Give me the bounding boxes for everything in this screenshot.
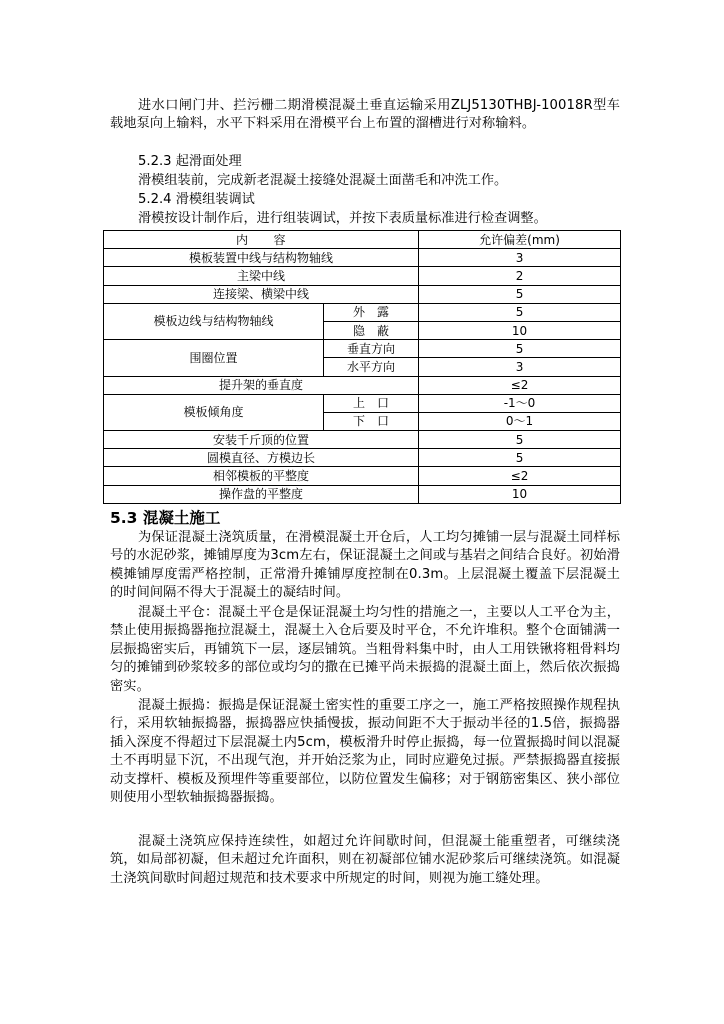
row-value: 10 [419,485,621,503]
row-sublabel: 水平方向 [324,358,419,376]
row-value: 5 [419,431,621,449]
paragraph-5-2-3: 滑模组装前，完成新老混凝土接缝处混凝土面凿毛和冲洗工作。 [138,173,508,188]
table-row [104,267,621,285]
row-value: 5 [419,340,621,358]
header-content: 内 容 [104,231,419,249]
row-label: 模板边线与结构物轴线 [104,303,324,339]
row-sublabel: 下 口 [324,412,419,430]
table-row [104,303,621,321]
row-label: 提升架的垂直度 [104,376,419,394]
row-value: 5 [419,449,621,467]
row-value: -1～0 [419,394,621,412]
paragraph-5-2-4: 滑模按设计制作后，进行组装调试，并按下表质量标准进行检查调整。 [138,211,547,226]
row-value: 2 [419,267,621,285]
row-label: 主梁中线 [104,267,419,285]
row-label: 安装千斤顶的位置 [104,431,419,449]
section-heading-5-3: 5.3 混凝土施工 [110,509,221,527]
table-row [104,485,621,503]
row-label: 相邻模板的平整度 [104,467,419,485]
table-row [104,249,621,267]
table-row [104,449,621,467]
row-sublabel: 外 露 [324,303,419,321]
row-label: 操作盘的平整度 [104,485,419,503]
paragraph-5-3-3: 混凝土振捣：振捣是保证混凝土密实性的重要工序之一，施工严格按照操作规程执行，采用软轴振捣器，振捣器应快插慢拔，振动间距不大于振动半径的1.5倍，振捣器插入深度不得超过下层混凝土内5cm，模板滑升时停止振捣，每一位置振捣时间以混凝土不再明显下沉，不出现气泡，并开始泛浆为止，同时应避免过振。严禁振捣器直接振动支撑杆、模板及预埋件等重要部位，以防位置发生偏移；对于钢筋密集区、狭小部位则使用小型软轴振捣器振捣。 [110,698,620,806]
row-sublabel: 垂直方向 [324,340,419,358]
row-sublabel: 隐 蔽 [324,321,419,339]
row-value: 5 [419,303,621,321]
table-row [104,340,621,358]
header-tolerance: 允许偏差(mm) [419,231,621,249]
table-row [104,394,621,412]
row-value: 5 [419,285,621,303]
paragraph-intro: 进水口闸门井、拦污栅二期滑模混凝土垂直运输采用ZLJ5130THBJ-10018R型车载地泵向上输料，水平下料采用在滑模平台上布置的溜槽进行对称输料。 [110,98,620,132]
paragraph-5-3-1: 为保证混凝土浇筑质量，在滑模混凝土开仓后，人工均匀摊铺一层与混凝土同样标号的水泥砂浆，摊铺厚度为3cm左右，保证混凝土之间或与基岩之间结合良好。初始滑模摊铺厚度需严格控制，正常滑升摊铺厚度控制在0.3m。上层混凝土覆盖下层混凝土的时间间隔不得大于混凝土的凝结时间。 [110,530,620,601]
tolerance-table [103,230,621,504]
row-label: 模板倾角度 [104,394,324,430]
row-value: 0～1 [419,412,621,430]
row-value: ≤2 [419,467,621,485]
paragraph-5-3-4: 混凝土浇筑应保持连续性，如超过允许间歇时间，但混凝土能重塑者，可继续浇筑，如局部初凝，但未超过允许面积，则在初凝部位铺水泥砂浆后可继续浇筑。如混凝土浇筑间歇时间超过规范和技术要求中所规定的时间，则视为施工缝处理。 [110,834,620,886]
row-value: 3 [419,358,621,376]
table-row [104,285,621,303]
row-sublabel: 上 口 [324,394,419,412]
row-label: 围圈位置 [104,340,324,376]
paragraph-5-3-2: 混凝土平仓：混凝土平仓是保证混凝土均匀性的措施之一，主要以人工平仓为主，禁止使用振捣器拖拉混凝土，混凝土入仓后要及时平仓，不允许堆积。整个仓面铺满一层振捣密实后，再铺筑下一层，逐层铺筑。当粗骨料集中时，由人工用铁锹将粗骨料均匀的摊铺到砂浆较多的部位或均匀的撒在已摊平尚未振捣的混凝土面上，然后依次振捣密实。 [110,605,620,694]
row-label: 模板装置中线与结构物轴线 [104,249,419,267]
table-row [104,467,621,485]
table-row [104,376,621,394]
row-value: ≤2 [419,376,621,394]
row-label: 圆模直径、方模边长 [104,449,419,467]
section-heading-5-2-4: 5.2.4 滑模组装调试 [138,192,255,207]
table-header-row [104,231,621,249]
table-row [104,431,621,449]
row-label: 连接梁、横梁中线 [104,285,419,303]
section-heading-5-2-3: 5.2.3 起滑面处理 [138,154,242,169]
row-value: 10 [419,321,621,339]
row-value: 3 [419,249,621,267]
